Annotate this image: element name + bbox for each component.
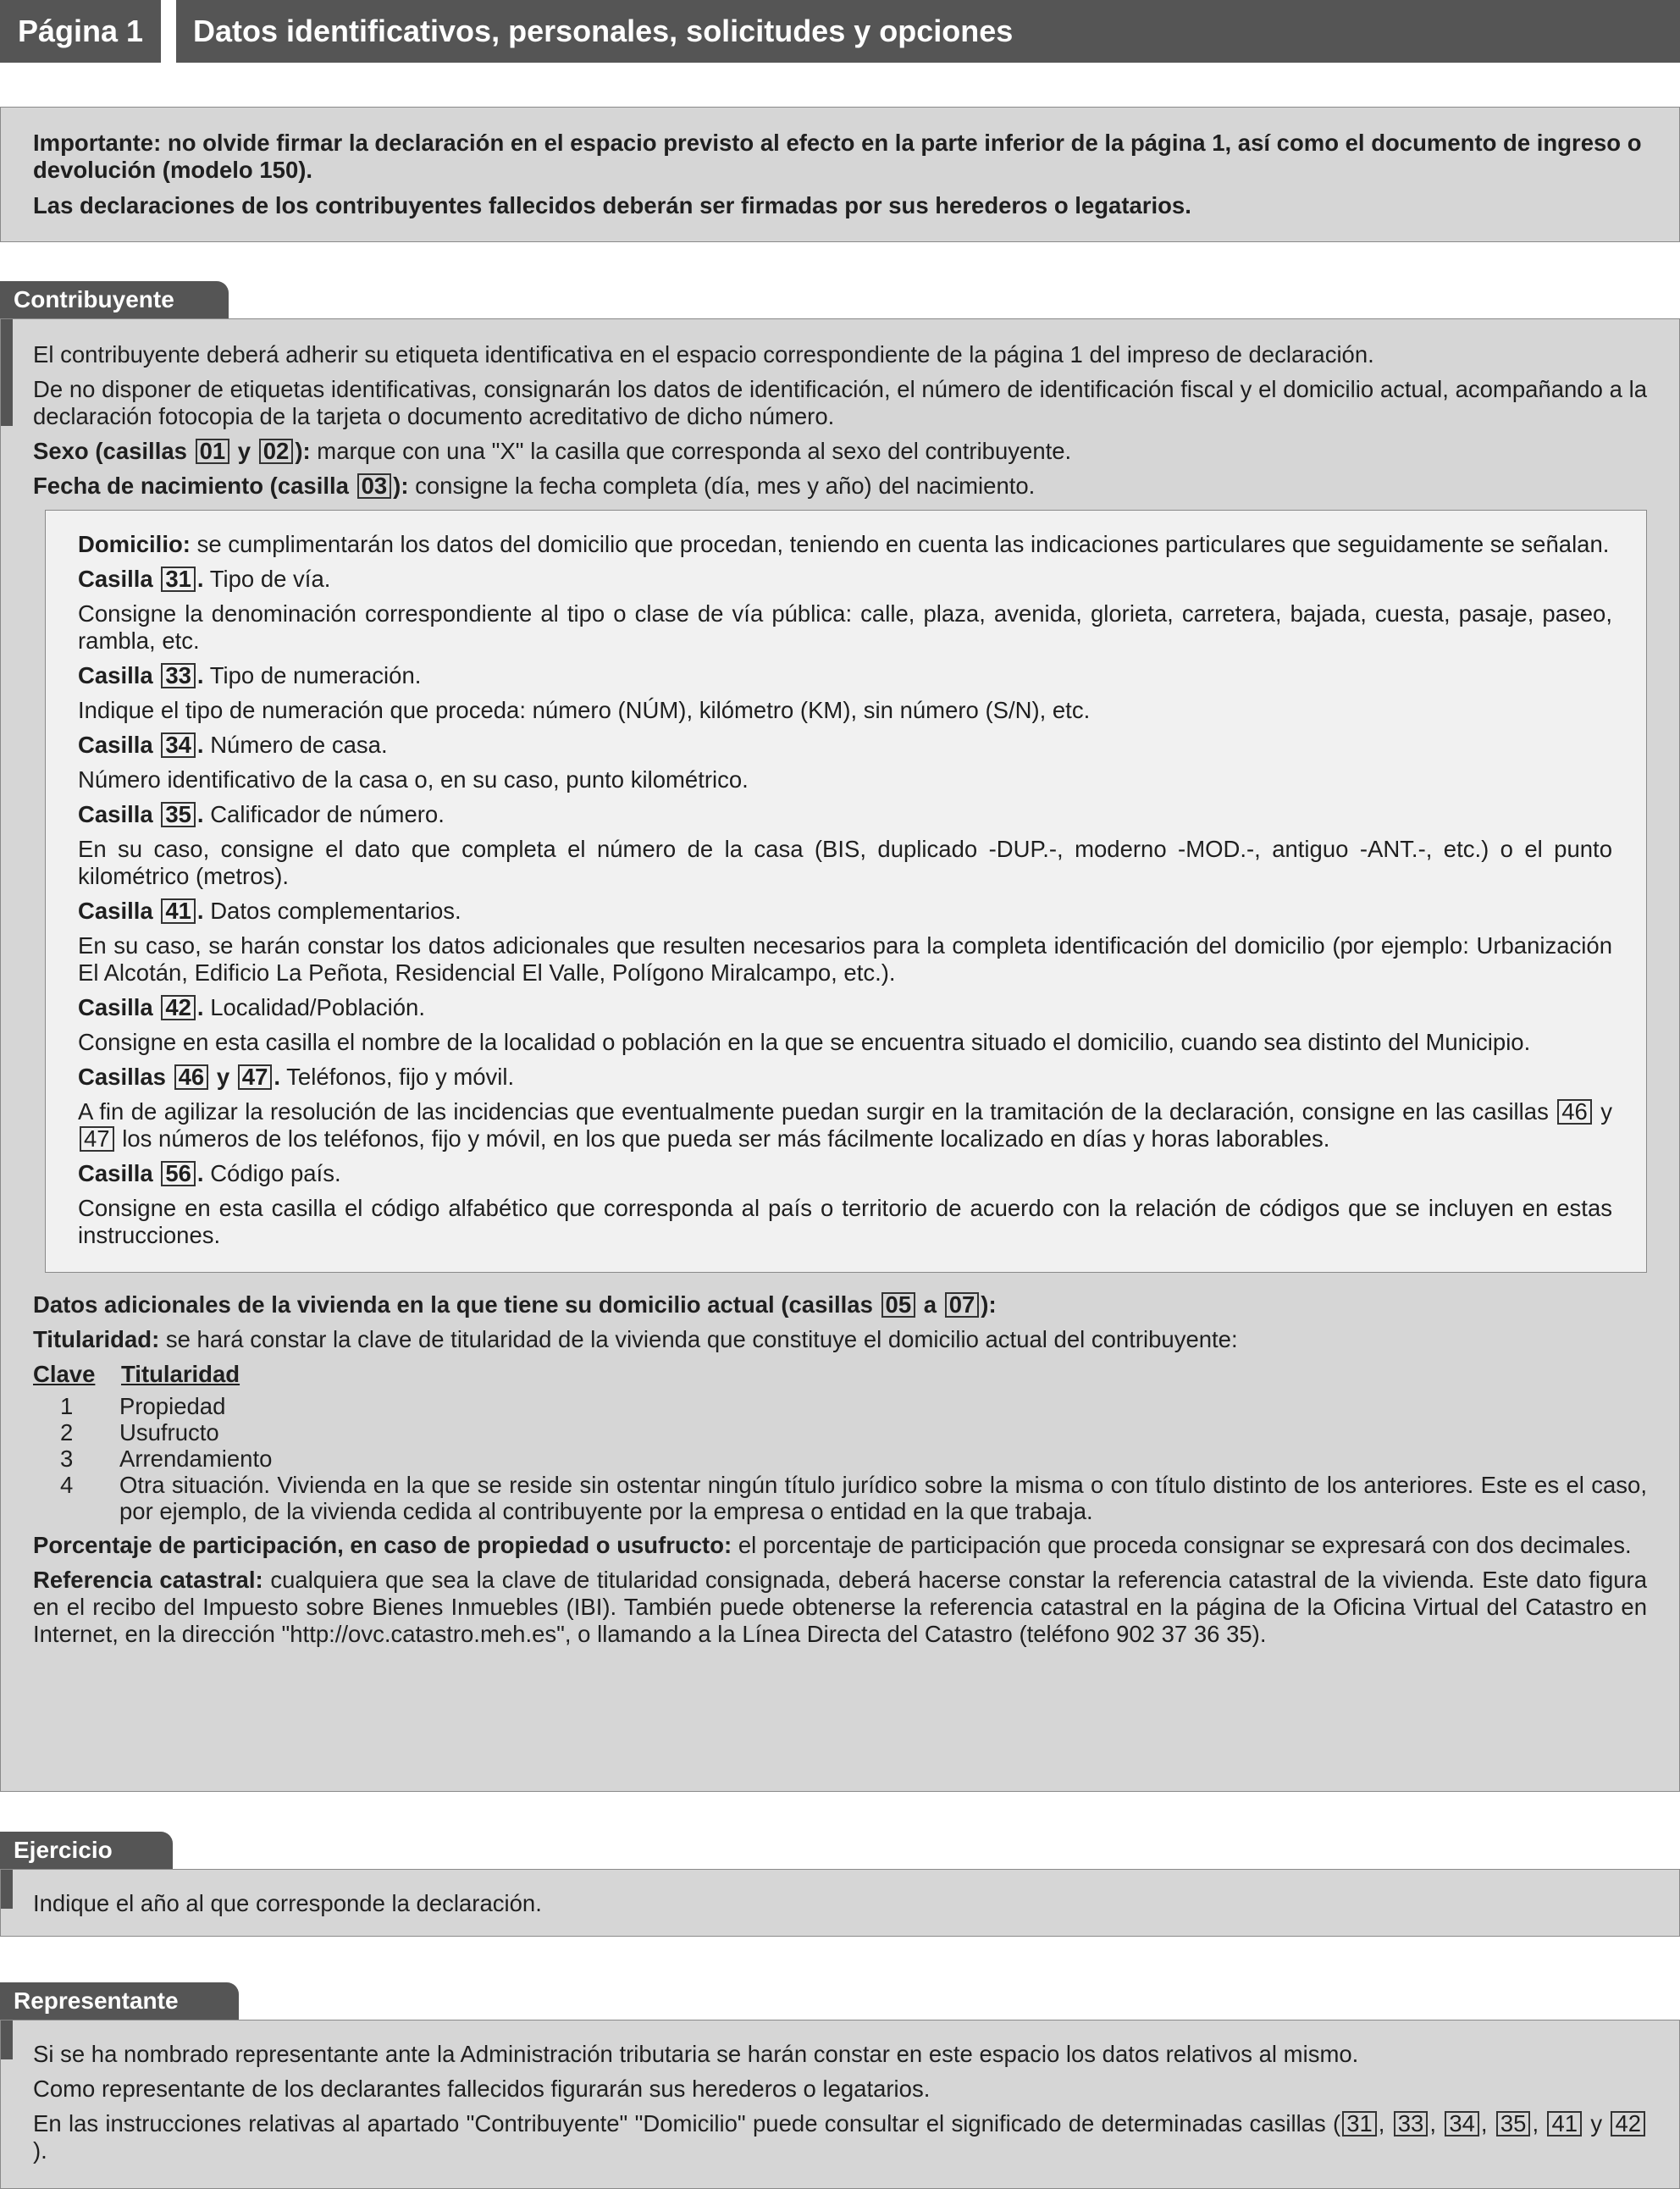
casilla-box: 35 — [1496, 2111, 1531, 2136]
clave-key: 3 — [60, 1446, 74, 1472]
clave-value: Usufructo — [119, 1419, 219, 1446]
important-line-2: Las declaraciones de los contribuyentes fallecidos deberán ser firmadas por sus herederos o legatarios. — [33, 192, 1191, 218]
casilla-desc: Consigne en esta casilla el código alfabético que corresponda al país o territorio de acuerdo con la relación de códigos que se incluyen en estas instrucciones. — [78, 1195, 1612, 1248]
representante-content — [1, 2020, 1679, 2164]
casilla-title-text: Datos complementarios. — [210, 898, 461, 924]
representante-p3-text: En las instrucciones relativas al apartado "Contribuyente" "Domicilio" puede consultar el significado de determinadas casillas ( — [33, 2110, 1341, 2136]
ejercicio-text: Indique el año al que corresponde la declaración. — [33, 1890, 542, 1916]
section-side-bar — [1, 2020, 13, 2059]
titularidad-paragraph — [33, 1326, 1647, 1353]
titularidad-label: Titularidad: — [33, 1326, 160, 1352]
separator: , — [1532, 2110, 1539, 2136]
clave-value: Otra situación. Vivienda en la que se reside sin ostentar ningún título jurídico sobre la misma o con título distinto de los anteriores. Este es el caso, por ejemplo, de la vivienda cedida al contribuyente por la empresa o entidad en la que trabaja. — [119, 1472, 1647, 1524]
label-suffix: ): — [981, 1291, 997, 1318]
referencia-label: Referencia catastral: — [33, 1567, 263, 1593]
important-line-1: Importante: no olvide firmar la declaración en el espacio previsto al efecto en la parte inferior de la página 1, así como el documento de ingreso o devolución (modelo 150). — [33, 130, 1642, 183]
casilla-box: 47 — [80, 1126, 114, 1152]
section-ejercicio — [0, 1869, 1680, 1937]
page-title: Datos identificativos, personales, solicitudes y opciones — [176, 0, 1680, 63]
porcentaje-text: el porcentaje de participación que proceda consignar se expresará con dos decimales. — [738, 1532, 1632, 1558]
casilla-title: Casilla 33 . Tipo de numeración. — [78, 662, 422, 688]
ejercicio-content — [1, 1870, 1679, 1917]
section-side-bar — [1, 319, 13, 426]
clave-value: Propiedad — [119, 1393, 226, 1419]
casilla-word: Casilla — [78, 566, 153, 592]
casilla-desc: En su caso, se harán constar los datos adicionales que resulten necesarios para la completa identificación del domicilio (por ejemplo: Urbanización El Alcotán, Edificio La Peñota, Residencial El Valle, Polígono Miralcampo, etc.). — [78, 932, 1612, 986]
casilla-title-text: Calificador de número. — [210, 801, 445, 827]
casilla-box: 02 — [259, 439, 294, 464]
telefonos-desc-a: A fin de agilizar la resolución de las incidencias que eventualmente puedan surgir en la tramitación de la declaración, consigne en las casillas — [78, 1098, 1549, 1125]
casilla-title-text: Localidad/Población. — [210, 994, 425, 1020]
section-tab-ejercicio: Ejercicio — [0, 1832, 173, 1869]
clave-table-header — [33, 1361, 1647, 1388]
casilla-title: Casilla 56 . Código país. — [78, 1160, 341, 1186]
casilla-box: 03 — [357, 473, 392, 499]
casilla-box: 33 — [161, 663, 196, 688]
conjunction: y — [1600, 1098, 1613, 1125]
casilla-title: Casilla 34 . Número de casa. — [78, 732, 388, 758]
casilla-word: Casilla — [78, 732, 153, 758]
conjunction: y — [1590, 2110, 1603, 2136]
domicilio-box — [45, 510, 1647, 1273]
casilla-box: 34 — [1445, 2111, 1479, 2136]
representante-p3 — [33, 2110, 1647, 2164]
casilla-box: 42 — [161, 995, 196, 1020]
clave-row — [33, 1393, 1647, 1419]
casilla-box: 01 — [196, 439, 230, 464]
clave-key: 2 — [60, 1419, 74, 1446]
fecha-label: Fecha de nacimiento (casilla — [33, 473, 349, 499]
closing: ). — [33, 2137, 47, 2164]
telefonos-desc-b: los números de los teléfonos, fijo y móvil, en los que pueda ser más fácilmente localizado en días y horas laborables. — [122, 1125, 1330, 1152]
section-side-bar — [1, 1870, 13, 1909]
casilla-title: Casilla 35 . Calificador de número. — [78, 801, 445, 827]
casilla-title: Casilla 42 . Localidad/Población. — [78, 994, 425, 1020]
section-tab-contribuyente: Contribuyente — [0, 281, 229, 318]
casilla-desc — [78, 1098, 1612, 1153]
casillas-word: Casillas — [78, 1064, 166, 1090]
fecha-paragraph — [33, 473, 1647, 500]
casilla-word: Casilla — [78, 994, 153, 1020]
casilla-box: 46 — [174, 1064, 209, 1090]
clave-key: 1 — [60, 1393, 74, 1419]
casilla-word: Casilla — [78, 898, 153, 924]
casilla-word: Casilla — [78, 1160, 153, 1186]
clave-row — [33, 1446, 1647, 1472]
section-contribuyente — [0, 318, 1680, 1792]
clave-key: 4 — [60, 1472, 74, 1498]
separator: , — [1378, 2110, 1385, 2136]
casilla-title-text: Teléfonos, fijo y móvil. — [286, 1064, 515, 1090]
casilla-box: 31 — [161, 567, 196, 592]
page-label: Página 1 — [0, 0, 161, 63]
conjunction: y — [216, 1064, 230, 1090]
casilla-title: Casilla 31 . Tipo de vía. — [78, 566, 331, 592]
representante-p2: Como representante de los declarantes fallecidos figurarán sus herederos o legatarios. — [33, 2076, 931, 2102]
casilla-desc: Consigne la denominación correspondiente al tipo o clase de vía pública: calle, plaza, avenida, glorieta, carretera, bajada, cuesta, pasaje, paseo, rambla, etc. — [78, 600, 1612, 654]
label-suffix: ): — [295, 438, 311, 464]
clave-row — [33, 1419, 1647, 1446]
referencia-paragraph — [33, 1567, 1647, 1648]
domicilio-intro-text: se cumplimentarán los datos del domicilio que procedan, teniendo en cuenta las indicaciones particulares que seguidamente se señalan. — [196, 531, 1610, 557]
page-header — [0, 0, 1680, 63]
casilla-word: Casilla — [78, 801, 153, 827]
representante-p1: Si se ha nombrado representante ante la Administración tributaria se harán constar en este espacio los datos relativos al mismo. — [33, 2041, 1359, 2067]
section-representante — [0, 2020, 1680, 2189]
casilla-box: 47 — [238, 1064, 273, 1090]
casilla-desc: Indique el tipo de numeración que proceda: número (NÚM), kilómetro (KM), sin número (S/N), etc. — [78, 697, 1091, 723]
referencia-text: cualquiera que sea la clave de titularidad consignada, deberá hacerse constar la referencia catastral de la vivienda. Este dato figura en el recibo del Impuesto sobre Bienes Inmuebles (IBI). También puede obtenerse la referencia catastral en la página de la Oficina Virtual del Catastro en Internet, en la dirección "http://ovc.catastro.meh.es", o llamando a la Línea Directa del Catastro (teléfono 902 37 36 35). — [33, 1567, 1647, 1647]
casilla-title-text: Tipo de numeración. — [209, 662, 422, 688]
casilla-desc: Consigne en esta casilla el nombre de la localidad o población en la que se encuentra situado el domicilio, cuando sea distinto del Municipio. — [78, 1029, 1531, 1055]
casilla-box: 41 — [161, 898, 196, 924]
casilla-title: Casilla 41 . Datos complementarios. — [78, 898, 461, 924]
sexo-paragraph — [33, 438, 1647, 465]
casilla-desc: Número identificativo de la casa o, en su caso, punto kilométrico. — [78, 766, 749, 793]
contribuyente-p1: El contribuyente deberá adherir su etiqueta identificativa en el espacio correspondiente de la página 1 del impreso de declaración. — [33, 341, 1374, 368]
casilla-box: 42 — [1611, 2111, 1645, 2136]
titularidad-header: Titularidad — [121, 1361, 240, 1387]
conjunction: y — [237, 438, 251, 464]
titularidad-text: se hará constar la clave de titularidad de la vivienda que constituye el domicilio actual del contribuyente: — [165, 1326, 1238, 1352]
casilla-box: 07 — [945, 1292, 980, 1318]
casilla-title-text: Código país. — [210, 1160, 341, 1186]
fecha-text: consigne la fecha completa (día, mes y año) del nacimiento. — [415, 473, 1036, 499]
casilla-box: 34 — [161, 732, 196, 758]
domicilio-label: Domicilio: — [78, 531, 191, 557]
clave-header: Clave — [33, 1361, 96, 1387]
casilla-title-text: Tipo de vía. — [209, 566, 331, 592]
important-notice — [0, 107, 1680, 242]
separator: , — [1480, 2110, 1488, 2136]
sexo-text: marque con una "X" la casilla que corresponda al sexo del contribuyente. — [317, 438, 1072, 464]
casilla-box: 33 — [1394, 2111, 1429, 2136]
casilla-box: 56 — [161, 1161, 196, 1186]
clave-value: Arrendamiento — [119, 1446, 273, 1472]
casilla-box: 41 — [1547, 2111, 1582, 2136]
section-tab-representante: Representante — [0, 1982, 239, 2020]
contribuyente-p2: De no disponer de etiquetas identificativas, consignarán los datos de identificación, el número de identificación fiscal y el domicilio actual, acompañando a la declaración fotocopia de la tarjeta o documento acreditativo de dicho número. — [33, 376, 1647, 429]
conjunction: a — [923, 1291, 937, 1318]
domicilio-intro — [78, 531, 1612, 558]
contribuyente-content — [1, 319, 1679, 1648]
clave-row — [33, 1472, 1647, 1524]
casilla-box: 35 — [161, 802, 196, 827]
casilla-word: Casilla — [78, 662, 153, 688]
porcentaje-paragraph — [33, 1532, 1647, 1559]
vivienda-heading — [33, 1291, 1647, 1318]
casilla-desc: En su caso, consigne el dato que completa el número de la casa (BIS, duplicado -DUP.-, moderno -MOD.-, antiguo -ANT.-, etc.) o el punto kilométrico (metros). — [78, 836, 1612, 889]
vivienda-label: Datos adicionales de la vivienda en la que tiene su domicilio actual (casillas — [33, 1291, 873, 1318]
casilla-box: 05 — [881, 1292, 916, 1318]
casilla-title-text: Número de casa. — [210, 732, 388, 758]
sexo-label: Sexo (casillas — [33, 438, 187, 464]
separator: , — [1429, 2110, 1436, 2136]
casilla-box: 31 — [1342, 2111, 1377, 2136]
label-suffix: ): — [393, 473, 409, 499]
porcentaje-label: Porcentaje de participación, en caso de propiedad o usufructo: — [33, 1532, 732, 1558]
casilla-title: Casillas 46 y 47 . Teléfonos, fijo y móvil. — [78, 1064, 515, 1090]
casilla-box: 46 — [1557, 1099, 1592, 1125]
